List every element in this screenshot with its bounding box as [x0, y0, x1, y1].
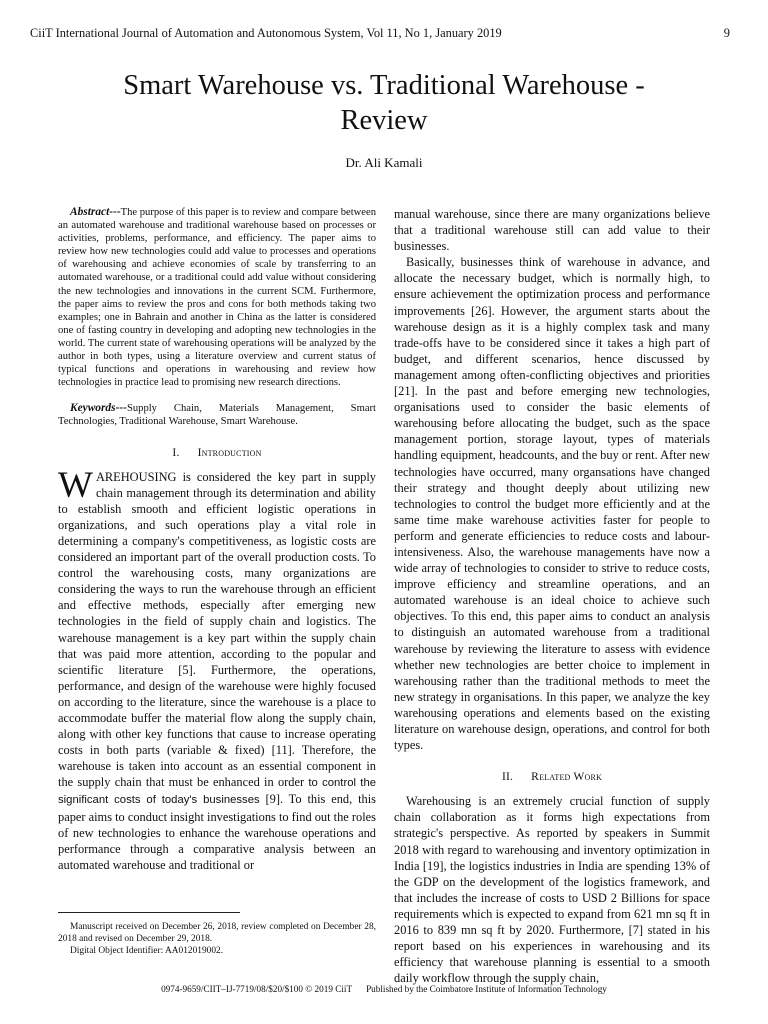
abstract [58, 206, 376, 389]
intro-text-b: [9]. To this end, this paper aims to conduct insight investigations to find out the roles of new technologies to enhance the warehouse operations and performance through a comparative analysis between an automated warehouse and traditional or [58, 792, 376, 872]
journal-citation: CiiT International Journal of Automation and Autonomous System, Vol 11, No 1, January 2019 [30, 26, 502, 40]
paragraph-continuation: manual warehouse, since there are many organizations believe that a traditional warehouse still can add value to their businesses. [394, 207, 710, 254]
introduction-paragraph [58, 464, 377, 873]
footer-issn: 0974-9659/CIIT–IJ-7719/08/$20/$100 © 2019 CiiT [161, 984, 353, 994]
author-name: Dr. Ali Kamali [345, 155, 423, 170]
paper-title [0, 68, 768, 138]
section-number: II. [501, 770, 514, 784]
footnote-divider [58, 912, 240, 913]
intro-text-a: AREHOUSING is considered the key part in supply chain management through its determination and ability to establish smooth and efficient logistic operations in organizations, and such operations play a vital role in determining a company's competitiveness, as logistic costs are considered an important part of the overall production costs. To control the warehousing costs, many organizations are considering the ways to run the warehouse through an efficient and effective methods, especially after emerging new technologies in the field of supply chain and logistics. The warehouse management is a key part within the supply chain that was paid more attention, according to the popular and scientific literature [5]. Furthermore, the operations, performance, and design of the warehouse were highly focused on according to the literature, since the warehouse is a place to accommodate buffer the material flow along the supply chain, along with other key functions that cause to increase operating costs in both parts (variable & fixed) [11]. Therefore, the warehouse is taken into account as an essential component in the supply chain that must be enhanced in order [58, 469, 376, 790]
keywords-text: Supply Chain, Materials Management, Smart Technologies, Traditional Warehouse, Smart Warehouse. [58, 403, 376, 428]
section-title: Related Work [531, 770, 603, 784]
keywords-label: Keywords--- [70, 402, 127, 415]
intro-text-sans: to control the significant costs of today's businesses [58, 777, 377, 807]
keywords [58, 402, 376, 428]
section-title: Introduction [197, 445, 262, 459]
drop-cap: W [58, 464, 93, 506]
footnotes [58, 921, 376, 957]
running-header [30, 26, 730, 41]
section-number: I. [172, 445, 180, 459]
section-heading-related-work [394, 769, 710, 785]
paper-title-line-2: Review [340, 105, 428, 136]
paragraph-budget: Basically, businesses think of warehouse in advance, and allocate the necessary budget, which is normally high, to ensure achievement the optimization process and performance improvements [26]. However, the argument starts about the warehouse design as it is a highly complex task and many trade-offs have to be considered since it takes a high part of budget, and different scenarios, hence discussed by management among often-conflicting objectives and priorities [21]. In the past and before emerging new technologies, organisations used to consider the basic elements of warehousing before allocating the budget, such as the space management portion, storage layout, types of materials handling equipment, headcounts, and the buy or rent. After new technologies have occurred, many organsations have changed their strategy and thought deeply about utilizing new technologies to control the budget more efficiently and at the same time make warehouse activities faster for people to perform and generate efficiencies to reduce costs and labour-intensiveness. Also, the warehouse managements have now a wide array of technologies to consider to strive to reduce costs, improve efficiency and streamline operations, and an automated warehouse is an ideal choice to achieve such objectives. To this end, this paper aims to conduct an analysis to distinguish an automated warehouse from a traditional warehouse by reviewing the literature to assess with evidence whether new technologies are better choice to implement in warehousing rather than the traditional methods to meet the new strategy in organisations. In this paper, we analyze the key warehousing operations and elements based on the existing literature on warehouse design, operations, and control for both types. [394, 255, 710, 753]
paragraph-related-work: Warehousing is an extremely crucial function of supply chain collaboration as it forms high expectations from strategic's perspective. As reported by speakers in Summit 2018 with regard to warehousing and inventory optimization in India [19], the logistics industries in India are spending 13% of the GDP on the development of the logistics framework, and that includes the increase of costs to USD 2 Billions for space requirements which is expected to expand from 621 mn sq ft in 2016 to 839 mn sq ft by 2020. Furthermore, [7] stated in his report based on his experiences in warehousing and its efficiency that warehouse planning is essential to a smooth daily workflow through the supply chain, [394, 794, 710, 986]
paper-title-line-1: Smart Warehouse vs. Traditional Warehouse - [123, 70, 645, 101]
footnote-doi: Digital Object Identifier: AA012019002. [70, 946, 224, 956]
right-column [394, 206, 710, 986]
abstract-label: Abstract--- [70, 206, 121, 218]
abstract-text: The purpose of this paper is to review and compare between an automated warehouse and traditional warehouse based on processes or activities, problems, performance, and efficiency. The paper aims to review how new technologies could add value to processes and operations of warehousing and achieve economies of scale by transferring to an automated warehouse, or a traditional could add value without considering the new technologies and innovations in the current SCM. Furthermore, the paper aims to review the pros and cons for both methods taking two examples; one in Bahrain and another in China as the latter is considered one of fasting country in developing and adopting new technologies in the world. The current state of warehousing operations will be analyzed by the author in both types, using a literature overview and current status of typical functions and operations in warehousing and review how technologies in practice lead to promising new research directions. [58, 207, 376, 389]
page-number: 9 [723, 26, 730, 40]
section-heading-introduction [58, 445, 376, 461]
left-column [58, 206, 376, 873]
footer-publisher: Published by the Coimbatore Institute of Information Technology [366, 984, 607, 994]
footnote-manuscript: Manuscript received on December 26, 2018, review completed on December 28, 2018 and revised on December 29, 2018. [58, 922, 376, 944]
page-footer [0, 984, 768, 994]
